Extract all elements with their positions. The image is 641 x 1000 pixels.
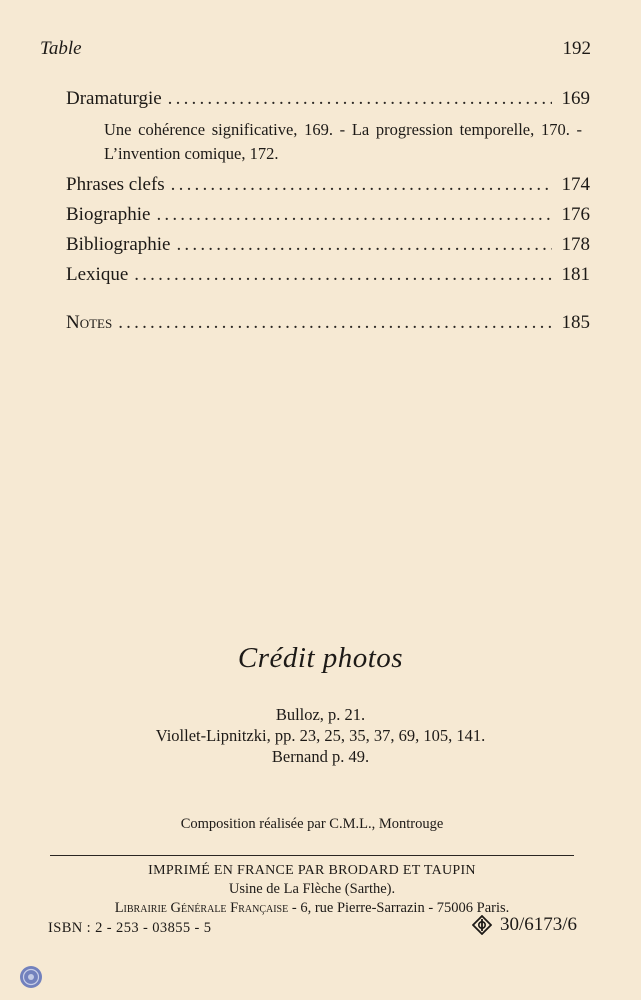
credits-title: Crédit photos	[237, 642, 404, 674]
library-stamp-icon	[18, 964, 44, 990]
toc-entry-page: 174	[561, 174, 590, 195]
print-code-number: 30/6173/6	[499, 914, 577, 935]
toc-entry-biographie	[66, 204, 590, 234]
credit-line: Viollet-Lipnitzki, pp. 23, 25, 35, 37, 69, 105, 141.	[155, 726, 486, 745]
divider	[50, 855, 574, 856]
toc-entry-page: 185	[561, 312, 590, 333]
toc-entry-page: 169	[561, 88, 590, 109]
composition-note: Composition réalisée par C.M.L., Montrouge	[180, 816, 444, 832]
isbn: ISBN : 2 - 253 - 03855 - 5	[48, 920, 212, 936]
toc-entry-label: Lexique	[66, 264, 129, 285]
header-title: Table	[40, 38, 82, 59]
toc-leader-dots	[118, 312, 551, 334]
toc-leader-dots	[171, 174, 552, 196]
toc-entry-label: Biographie	[66, 204, 151, 225]
print-code	[472, 914, 577, 936]
toc-entry-label: Phrases clefs	[66, 174, 165, 195]
imprint-factory: Usine de La Flèche (Sarthe).	[228, 881, 396, 897]
toc-entry-notes	[66, 312, 590, 342]
toc-entry-label: Notes	[66, 312, 113, 333]
credit-line: Bulloz, p. 21.	[275, 705, 366, 724]
toc-entry-subsections: Une cohérence significative, 169. - La progression temporelle, 170. - L’invention comique, 172.	[104, 120, 582, 163]
photo-credits	[0, 704, 641, 767]
toc-entry-lexique	[66, 264, 590, 294]
toc-entry-bibliographie	[66, 234, 590, 264]
toc-entry-phrases-clefs	[66, 174, 590, 204]
credit-line: Bernand p. 49.	[271, 747, 370, 766]
toc-entry-page: 178	[561, 234, 590, 255]
toc-entry-dramaturgie	[66, 88, 590, 118]
toc-leader-dots	[134, 264, 551, 286]
printer-imprint	[40, 861, 584, 918]
toc-entry-page: 176	[561, 204, 590, 225]
toc-leader-dots	[176, 234, 551, 256]
table-of-contents	[66, 88, 590, 342]
toc-entry-page: 181	[561, 264, 590, 285]
imprint-address: - 6, rue Pierre-Sarrazin - 75006 Paris.	[288, 900, 510, 916]
toc-entry-label: Bibliographie	[66, 234, 171, 255]
toc-entry-label: Dramaturgie	[66, 88, 162, 109]
imprint-printer: IMPRIMÉ EN FRANCE PAR BRODARD ET TAUPIN	[148, 863, 476, 878]
header-page-number: 192	[562, 38, 591, 59]
toc-leader-dots	[168, 88, 552, 110]
toc-leader-dots	[156, 204, 551, 226]
publisher-mark-icon	[472, 915, 492, 935]
imprint-publisher: Librairie Générale Française	[114, 900, 289, 916]
